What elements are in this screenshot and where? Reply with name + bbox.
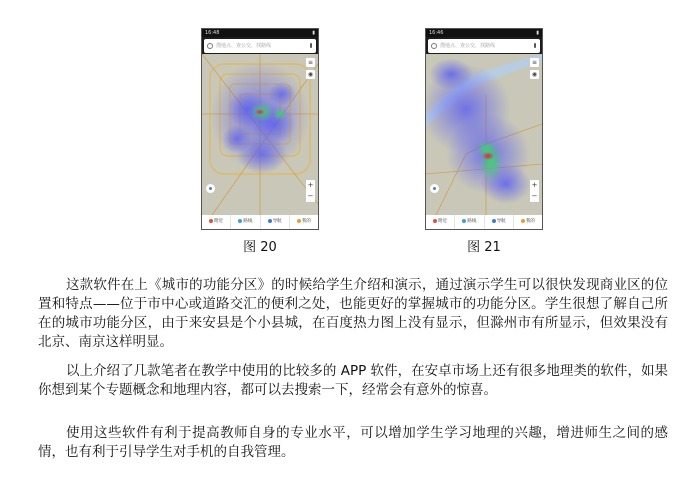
nav-route[interactable]: 路线 bbox=[455, 215, 484, 229]
route-icon bbox=[462, 219, 466, 223]
search-placeholder: 搜地点、查公交、找路线 bbox=[216, 43, 272, 49]
nav-nearby[interactable]: 附近 bbox=[202, 215, 231, 229]
compass-icon[interactable]: ◉ bbox=[531, 71, 538, 78]
user-icon bbox=[521, 219, 525, 223]
figure-caption: 图 21 bbox=[467, 240, 501, 255]
zoom-control[interactable] bbox=[306, 180, 315, 202]
zoom-in-icon[interactable]: + bbox=[307, 181, 314, 189]
status-bar bbox=[426, 29, 542, 37]
nav-navigation[interactable]: 导航 bbox=[261, 215, 290, 229]
microphone-icon[interactable] bbox=[310, 43, 312, 48]
layers-icon[interactable]: ≡ bbox=[531, 59, 538, 66]
locate-icon[interactable] bbox=[430, 184, 439, 193]
navigation-icon bbox=[492, 219, 496, 223]
body-paragraph: 以上介绍了几款笔者在教学中使用的比较多的 APP 软件，在安卓市场上还有很多地理类的软件，如果你想到某个专题概念和地理内容，都可以去搜索一下，经常会有意外的惊喜。 bbox=[38, 363, 668, 398]
user-icon bbox=[297, 219, 301, 223]
heatmap-beijing bbox=[202, 54, 318, 215]
route-icon bbox=[238, 219, 242, 223]
navigation-icon bbox=[268, 219, 272, 223]
compass-icon[interactable]: ◉ bbox=[307, 71, 314, 78]
heatmap-nanjing bbox=[426, 54, 542, 215]
nav-navigation[interactable]: 导航 bbox=[485, 215, 514, 229]
bottom-nav-bar bbox=[202, 215, 318, 229]
nav-route[interactable]: 路线 bbox=[231, 215, 260, 229]
phone-screenshot-heatmap-nanjing bbox=[425, 28, 543, 230]
zoom-out-icon[interactable]: − bbox=[307, 192, 314, 200]
map-search-bar[interactable] bbox=[204, 39, 316, 53]
body-paragraph: 这款软件在上《城市的功能分区》的时候给学生介绍和演示，通过演示学生可以很快发现商业区的位置和特点——位于市中心或道路交汇的便利之处，也能更好的掌握城市的功能分区。学生很想了解自己所在的城市功能分区，由于来安县是个小县城，在百度热力图上没有显示，但滁州市有所显示，但效果没有北京、南京这样明显。 bbox=[38, 277, 668, 350]
search-placeholder: 搜地点、查公交、找路线 bbox=[440, 43, 496, 49]
figure-caption: 图 20 bbox=[243, 240, 277, 255]
nearby-icon bbox=[433, 219, 437, 223]
map-search-bar[interactable] bbox=[428, 39, 540, 53]
nav-mine[interactable]: 我的 bbox=[290, 215, 318, 229]
nearby-icon bbox=[209, 219, 213, 223]
bottom-nav-bar bbox=[426, 215, 542, 229]
locate-icon[interactable] bbox=[206, 184, 215, 193]
heatmap-map[interactable] bbox=[202, 54, 318, 215]
heatmap-map[interactable] bbox=[426, 54, 542, 215]
battery-icon: ▮ bbox=[536, 30, 539, 36]
status-time: 16:46 bbox=[429, 30, 444, 36]
search-icon bbox=[207, 43, 213, 49]
nav-nearby[interactable]: 附近 bbox=[426, 215, 455, 229]
status-time: 16:48 bbox=[205, 30, 220, 36]
layers-icon[interactable]: ≡ bbox=[307, 59, 314, 66]
microphone-icon[interactable] bbox=[534, 43, 536, 48]
zoom-control[interactable] bbox=[530, 180, 539, 202]
zoom-in-icon[interactable]: + bbox=[531, 181, 538, 189]
phone-screenshot-heatmap-beijing bbox=[201, 28, 319, 230]
search-icon bbox=[431, 43, 437, 49]
status-bar bbox=[202, 29, 318, 37]
zoom-out-icon[interactable]: − bbox=[531, 192, 538, 200]
body-paragraph: 使用这些软件有利于提高教师自身的专业水平，可以增加学生学习地理的兴趣，增进师生之间的感情，也有利于引导学生对手机的自我管理。 bbox=[38, 425, 668, 460]
nav-mine[interactable]: 我的 bbox=[514, 215, 542, 229]
battery-icon: ▮ bbox=[312, 30, 315, 36]
